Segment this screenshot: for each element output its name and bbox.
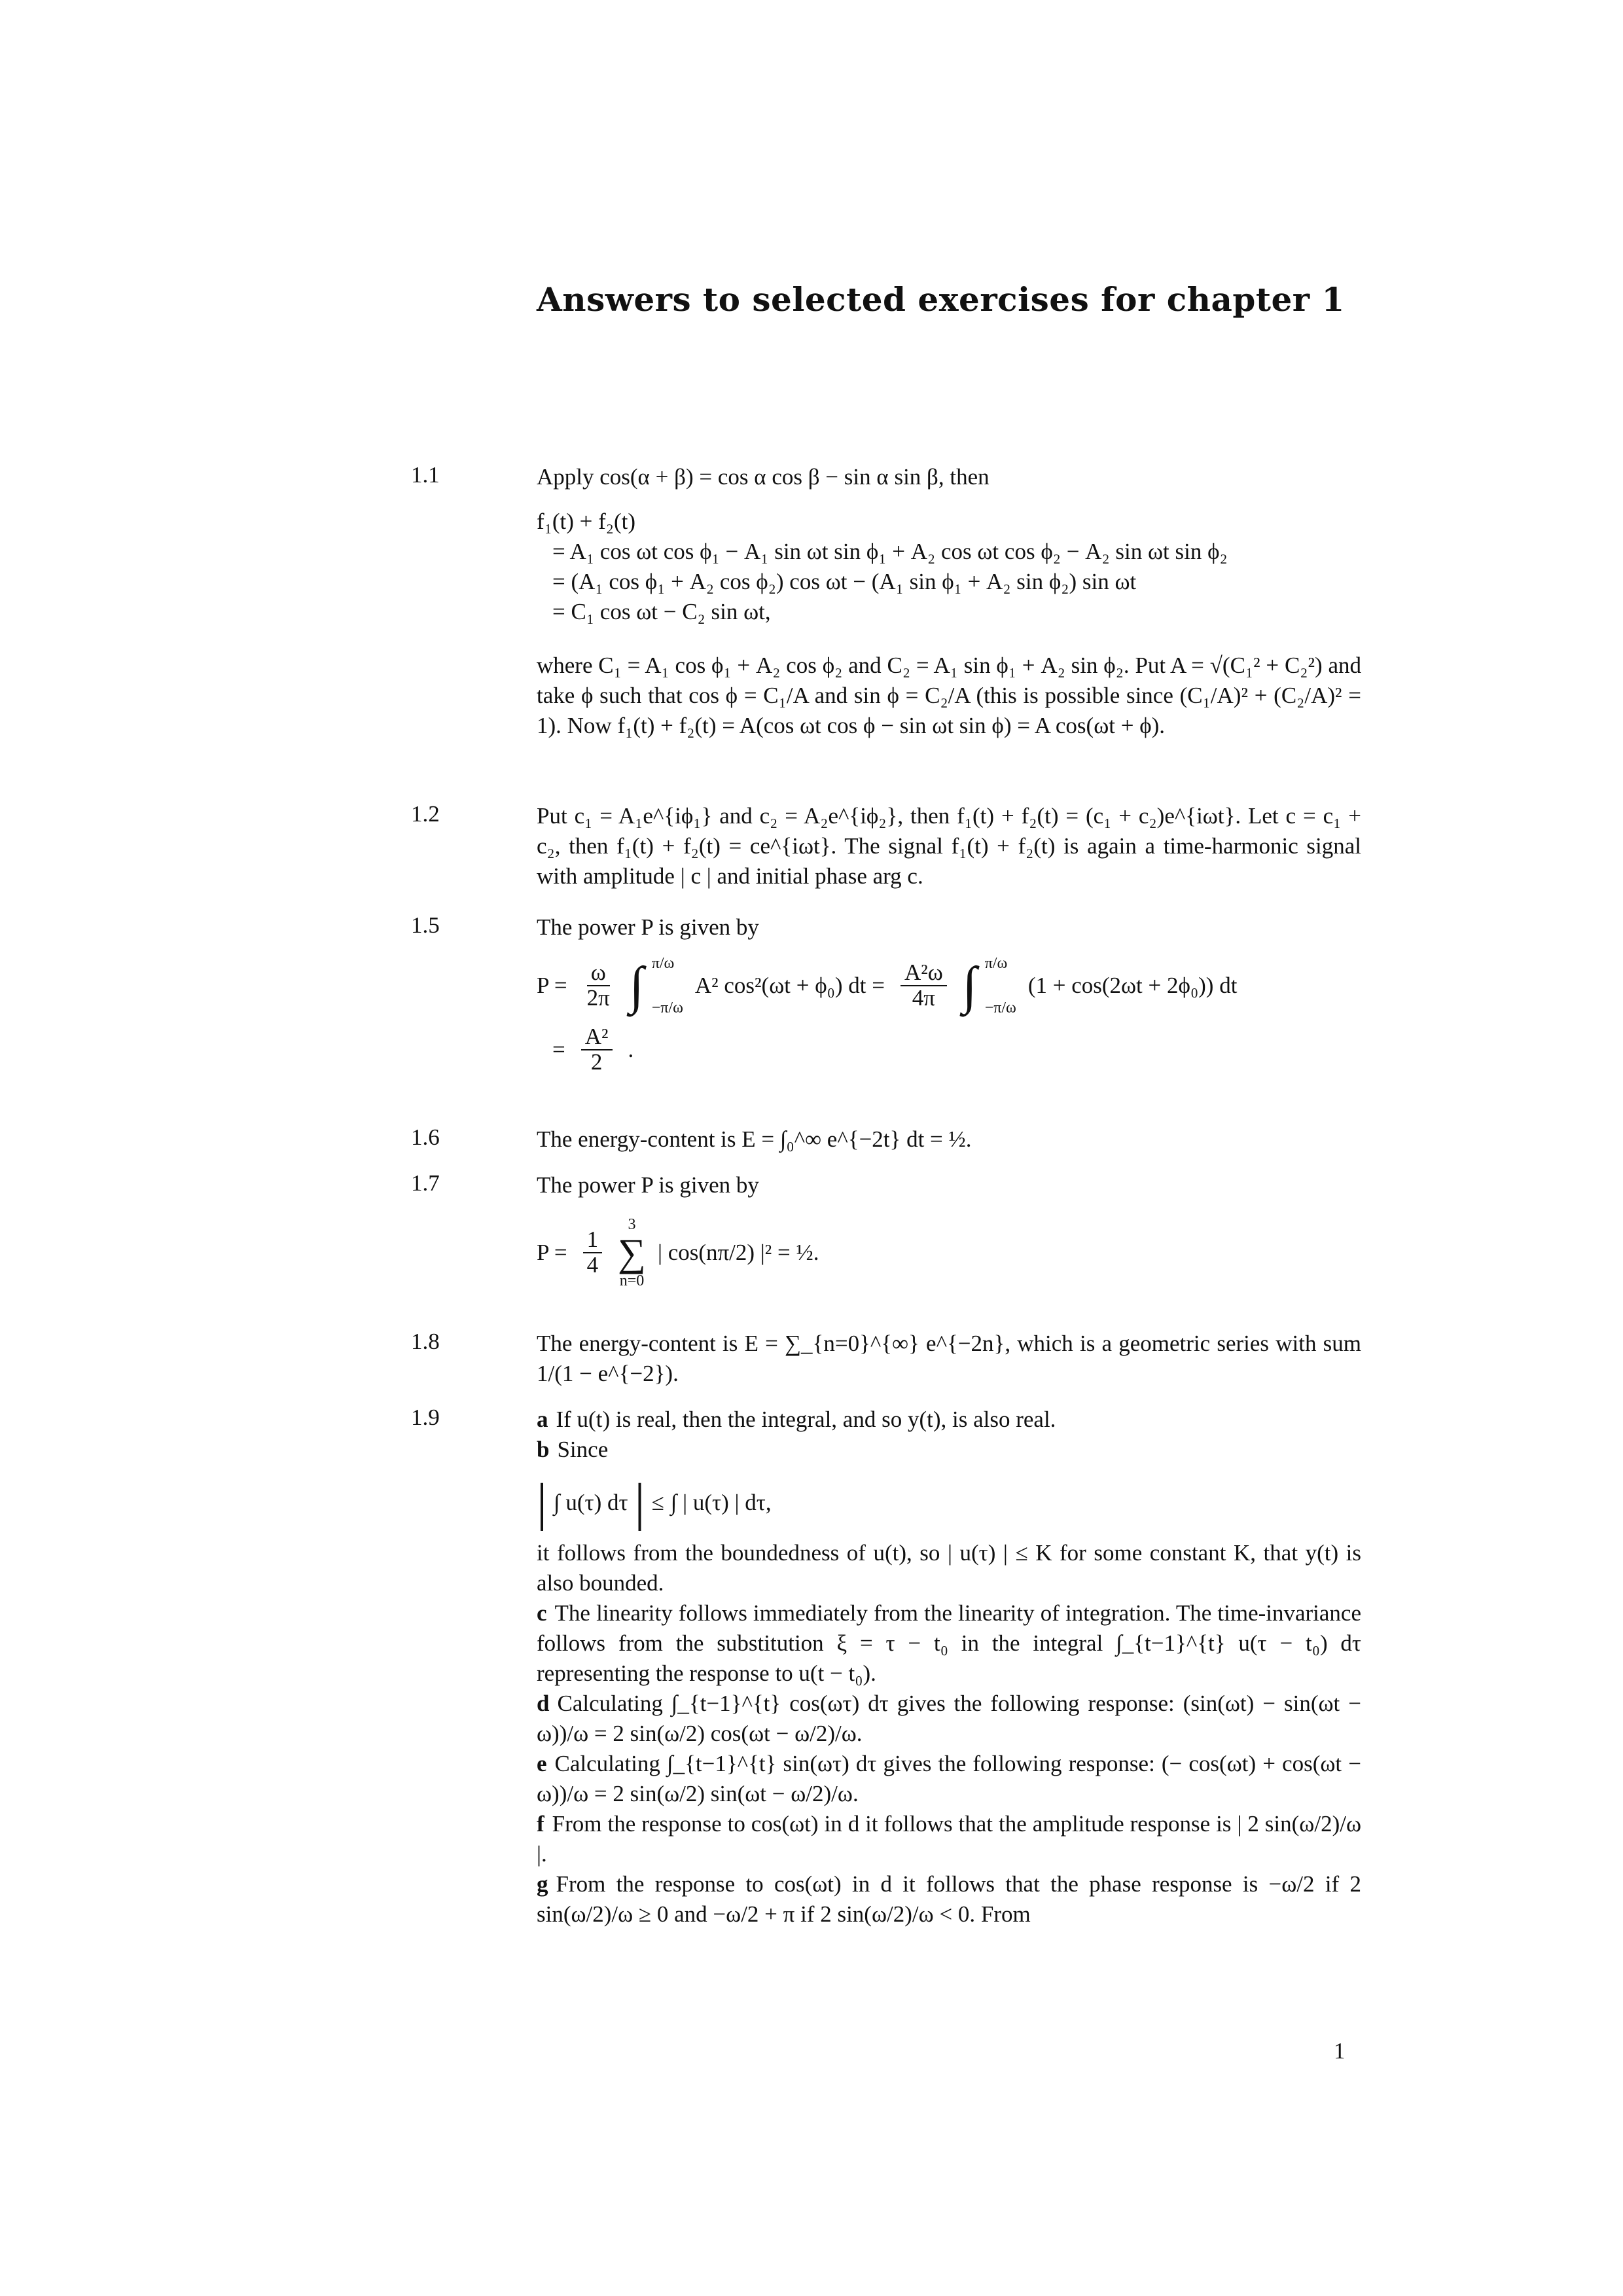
page-number: 1 xyxy=(1334,2038,1346,2064)
sub-label: d xyxy=(537,1691,550,1716)
exercise-body xyxy=(537,462,1361,741)
denominator: 2π xyxy=(586,985,610,1011)
exercise-text: it follows from the boundedness of u(t), so | u(τ) | ≤ K for some constant K, that y(t) is also bounded. xyxy=(537,1540,1361,1596)
power-result xyxy=(537,1025,1361,1075)
exercise-text: The energy-content is E = ∫₀^∞ e^{−2t} dt = ½. xyxy=(537,1126,972,1152)
exercise-text: The energy-content is E = ∑_{n=0}^{∞} e^{−2n}, which is a geometric series with sum 1/(1 − e^{−2}). xyxy=(537,1331,1361,1386)
integral-sign: ∫ xyxy=(629,957,644,1014)
numerator: ω xyxy=(587,961,610,986)
exercise-intro: The power P is given by xyxy=(537,1172,759,1198)
equation-line: = (A₁ cos ϕ₁ + A₂ cos ϕ₂) cos ωt − (A₁ sin ϕ₁ + A₂ sin ϕ₂) sin ωt xyxy=(552,569,1137,594)
abs-bar: | xyxy=(537,1474,548,1532)
fraction xyxy=(901,961,947,1011)
exercise-number: 1.7 xyxy=(411,1170,440,1196)
summation xyxy=(618,1216,646,1289)
sub-answer-g xyxy=(537,1869,1361,1929)
summand: | cos(nπ/2) |² = ½. xyxy=(657,1240,819,1265)
sub-text: The linearity follows immediately from the linearity of integration. The time-invariance follows from the substitution ξ = τ − t₀ in the integral ∫_{t−1}^{t} u(τ − t₀) dτ representing the response to u(t − t₀). xyxy=(537,1600,1361,1686)
exercise-body xyxy=(537,912,1361,1086)
sub-answer-b xyxy=(537,1435,1361,1465)
sub-text: Calculating ∫_{t−1}^{t} sin(ωτ) dτ gives the following response: (− cos(ωt) + cos(ωt − ω))/ω = 2 sin(ω/2) sin(ωt − ω/2)/ω. xyxy=(537,1751,1361,1806)
exercise-text: Put c₁ = A₁e^{iϕ₁} and c₂ = A₂e^{iϕ₂}, then f₁(t) + f₂(t) = (c₁ + c₂)e^{iωt}. Let c = c₁ + c₂, then f₁(t) + f₂(t) = ce^{iωt}. The signal f₁(t) + f₂(t) is again a time-harmonic signal with amplitude | c | and initial phase arg c. xyxy=(537,803,1361,889)
equals-sign: = xyxy=(552,1036,565,1062)
equation-line: = C₁ cos ωt − C₂ sin ωt, xyxy=(552,599,771,624)
sub-answer-d xyxy=(537,1689,1361,1749)
sub-label: b xyxy=(537,1437,550,1462)
exercise-intro: The power P is given by xyxy=(537,914,759,940)
exercise-body xyxy=(537,1124,1361,1155)
sub-text: Calculating ∫_{t−1}^{t} cos(ωτ) dτ gives the following response: (sin(ωt) − sin(ωt − ω))/ω = 2 sin(ω/2) cos(ωt − ω/2)/ω. xyxy=(537,1691,1361,1746)
exercise-number: 1.6 xyxy=(411,1124,440,1150)
denominator: 2 xyxy=(590,1049,603,1075)
exercise-number: 1.9 xyxy=(411,1405,440,1430)
integral-sign: ∫ xyxy=(962,957,977,1014)
exercise-body xyxy=(537,1329,1361,1389)
lower-limit: −π/ω xyxy=(651,999,683,1016)
integral-limits xyxy=(652,954,683,1017)
integrand: (1 + cos(2ωt + 2ϕ₀)) dt xyxy=(1027,973,1238,998)
sum-upper: 3 xyxy=(628,1216,636,1233)
sub-label: f xyxy=(537,1811,544,1837)
lower-limit: −π/ω xyxy=(984,999,1016,1016)
sub-answer-c xyxy=(537,1598,1361,1689)
sub-label: g xyxy=(537,1871,548,1897)
exercise-body xyxy=(537,801,1361,891)
inequality xyxy=(537,1474,1361,1532)
sub-answer-f xyxy=(537,1809,1361,1869)
numerator: A²ω xyxy=(901,961,947,986)
equation-block xyxy=(537,507,1361,627)
denominator: 4 xyxy=(586,1252,599,1278)
sub-answer-e xyxy=(537,1749,1361,1809)
inequality-left: ∫ u(τ) dτ xyxy=(554,1490,628,1515)
upper-limit: π/ω xyxy=(651,955,675,972)
sub-text: If u(t) is real, then the integral, and so y(t), is also real. xyxy=(556,1407,1056,1432)
integral-limits xyxy=(985,954,1016,1017)
p-equals: P = xyxy=(537,973,567,998)
exercise-text: where C₁ = A₁ cos ϕ₁ + A₂ cos ϕ₂ and C₂ = A₁ sin ϕ₁ + A₂ sin ϕ₂. Put A = √(C₁² + C₂²) and take ϕ such that cos ϕ = C₁/A and sin ϕ = C₂/A (this is possible since (C₁/A)² + (C₂/A)² = 1). Now f₁(t) + f₂(t) = A(cos ωt cos ϕ − sin ωt sin ϕ) = A cos(ωt + ϕ). xyxy=(537,653,1361,738)
sub-answer-a xyxy=(537,1405,1361,1435)
upper-limit: π/ω xyxy=(984,955,1008,972)
sub-text: From the response to cos(ωt) in d it follows that the amplitude response is | 2 sin(ω/2)/ω |. xyxy=(537,1811,1361,1867)
fraction xyxy=(581,1025,613,1075)
inequality-right: ∫ | u(τ) | dτ, xyxy=(670,1490,772,1515)
sub-label: c xyxy=(537,1600,547,1626)
fraction xyxy=(583,961,614,1011)
period: . xyxy=(628,1036,634,1062)
exercise-number: 1.8 xyxy=(411,1329,440,1354)
power-equation xyxy=(537,954,1361,1017)
denominator: 4π xyxy=(912,985,935,1011)
abs-bar: | xyxy=(634,1474,645,1532)
exercise-body xyxy=(537,1170,1361,1301)
numerator: 1 xyxy=(583,1228,603,1253)
exercise-number: 1.2 xyxy=(411,801,440,827)
exercise-number: 1.1 xyxy=(411,462,440,488)
fraction xyxy=(583,1228,603,1278)
p-equals: P = xyxy=(537,1240,567,1265)
chapter-title: Answers to selected exercises for chapter 1 xyxy=(537,280,1345,319)
sub-text: From the response to cos(ωt) in d it follows that the phase response is −ω/2 if 2 sin(ω/2)/ω ≥ 0 and −ω/2 + π if 2 sin(ω/2)/ω < 0. From xyxy=(537,1871,1361,1927)
inequality-sign: ≤ xyxy=(651,1490,664,1515)
equation-line: f₁(t) + f₂(t) xyxy=(537,509,636,534)
exercise-intro: Apply cos(α + β) = cos α cos β − sin α sin β, then xyxy=(537,464,990,490)
equation-line: = A₁ cos ωt cos ϕ₁ − A₁ sin ωt sin ϕ₁ + A₂ cos ωt cos ϕ₂ − A₂ sin ωt sin ϕ₂ xyxy=(552,539,1228,564)
sum-lower: n=0 xyxy=(619,1272,645,1289)
sub-text: Since xyxy=(557,1437,609,1462)
power-sum-equation xyxy=(537,1216,1361,1289)
sub-label: e xyxy=(537,1751,547,1776)
exercise-number: 1.5 xyxy=(411,912,440,938)
numerator: A² xyxy=(581,1025,613,1050)
integrand: A² cos²(ωt + ϕ₀) dt = xyxy=(694,973,885,998)
exercise-body xyxy=(537,1405,1361,1929)
sum-sign: ∑ xyxy=(618,1231,646,1274)
sub-label: a xyxy=(537,1407,548,1432)
